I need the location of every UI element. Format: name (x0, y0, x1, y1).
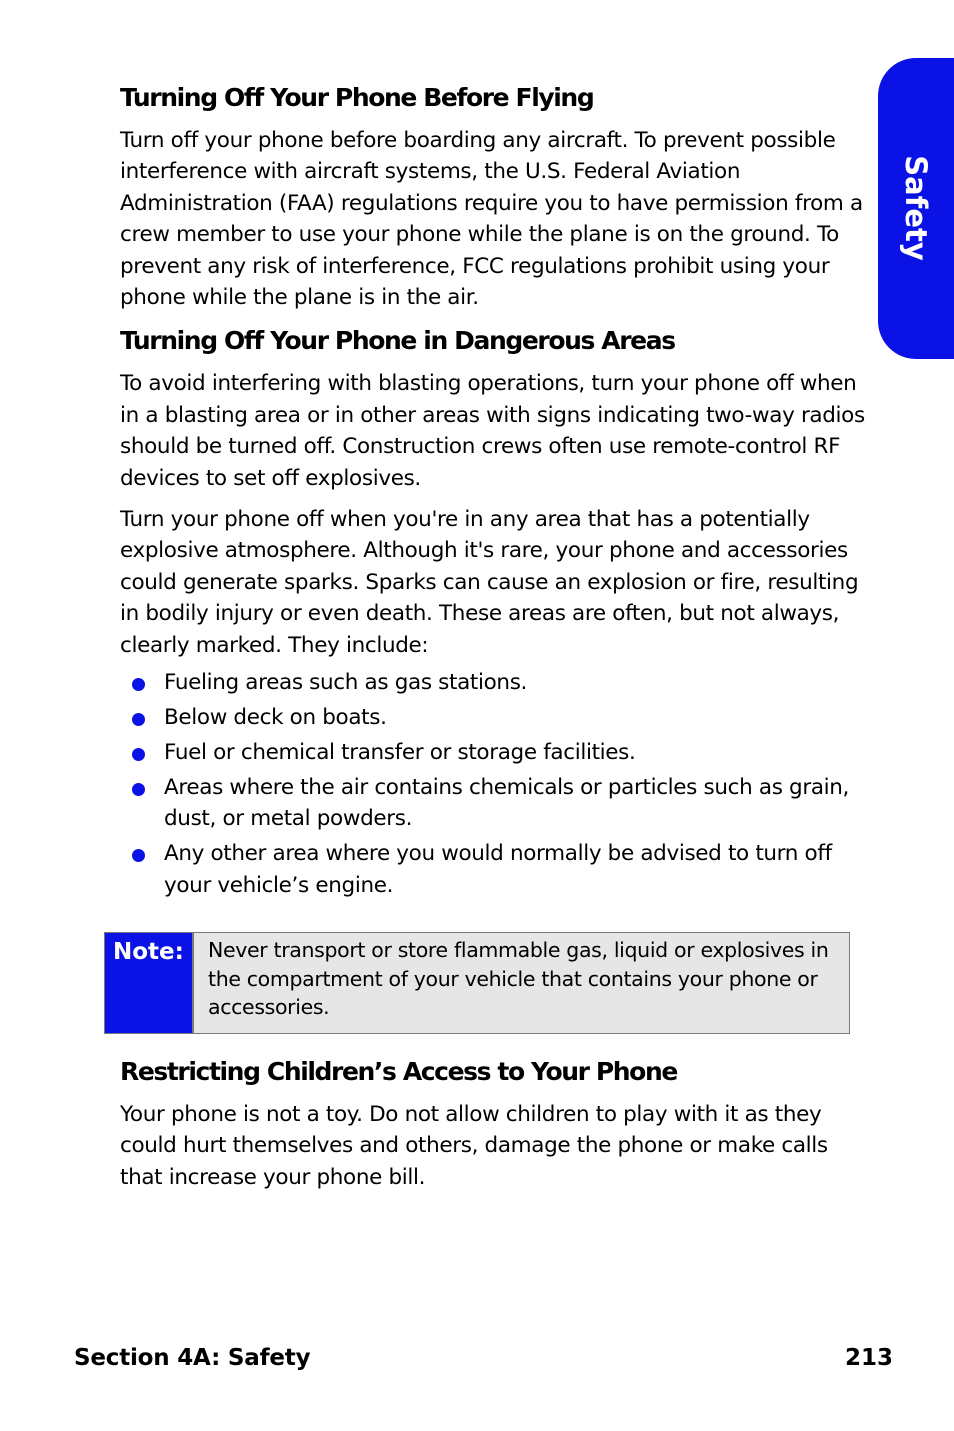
list-item (120, 772, 865, 835)
list-item-text: Fueling areas such as gas stations. (164, 670, 528, 696)
side-tab-label: Safety (899, 155, 933, 261)
list-item-text: Fuel or chemical transfer or storage facilities. (164, 739, 636, 765)
list-item-text: Below deck on boats. (164, 705, 387, 730)
bullet-icon (132, 783, 145, 796)
main-content (120, 80, 865, 904)
heading-dangerous-areas: Turning Off Your Phone in Dangerous Areas (120, 326, 675, 356)
heading-flying: Turning Off Your Phone Before Flying (120, 83, 594, 112)
section-side-tab (878, 58, 954, 359)
paragraph-explosive-atmosphere: Turn your phone off when you're in any area that has a potentially explosive atmosphere. Although it's rare, your phone and accessories could generate sparks. Sparks can cause an explosion or fire, resulting in bodily injury or even death. These areas are often, but not always, clearly marked. They include: (120, 507, 859, 658)
list-item (120, 838, 865, 901)
list-item (120, 702, 865, 733)
paragraph-blasting: To avoid interfering with blasting operations, turn your phone off when in a blasting area or in other areas with signs indicating two-way radios should be turned off. Construction crews often use remote-control RF devices to set off explosives. (120, 371, 865, 491)
note-label: Note: (105, 933, 194, 1033)
list-item-text: Areas where the air contains chemicals or particles such as grain, dust, or metal powders. (164, 774, 850, 832)
paragraph-children: Your phone is not a toy. Do not allow children to play with it as they could hurt themselves and others, damage the phone or make calls that increase your phone bill. (120, 1102, 828, 1190)
list-item (120, 737, 865, 768)
list-item (120, 667, 865, 698)
note-box (104, 932, 850, 1034)
heading-children: Restricting Children’s Access to Your Phone (120, 1057, 677, 1086)
paragraph-flying: Turn off your phone before boarding any aircraft. To prevent possible interference with aircraft systems, the U.S. Federal Aviation Administration (FAA) regulations require you to have permission from a crew member to use your phone while the plane is on the ground. To prevent any risk of interference, FCC regulations prohibit using your phone while the plane is in the air. (120, 128, 863, 311)
children-section (120, 1054, 865, 1203)
dangerous-areas-list (120, 667, 865, 901)
bullet-icon (132, 748, 145, 761)
footer-section-title: Section 4A: Safety (74, 1345, 311, 1371)
bullet-icon (132, 849, 145, 862)
bullet-icon (132, 678, 145, 691)
list-item-text: Any other area where you would normally be advised to turn off your vehicle’s engine. (164, 841, 832, 898)
page-number: 213 (844, 1345, 893, 1371)
note-text: Never transport or store flammable gas, liquid or explosives in the compartment of your vehicle that contains your phone or accessories. (208, 938, 829, 1019)
bullet-icon (132, 713, 145, 726)
